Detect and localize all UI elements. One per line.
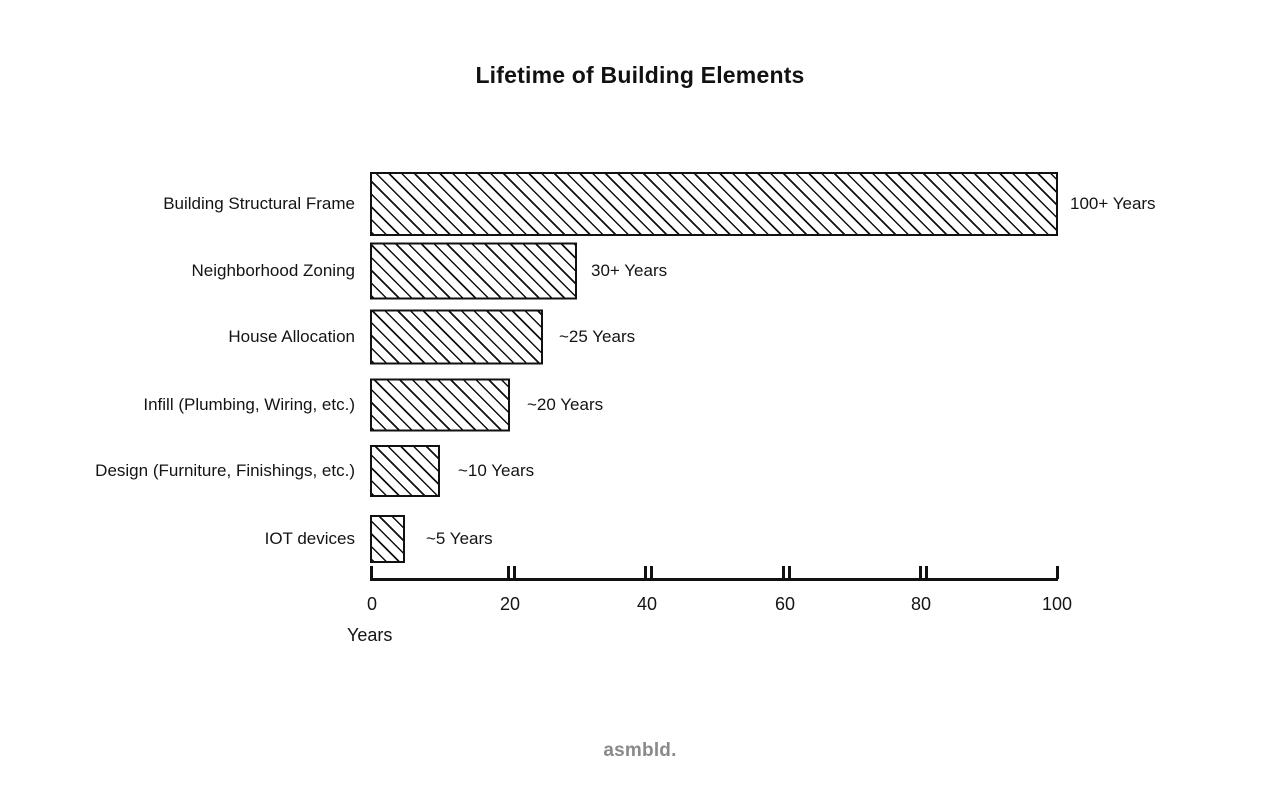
category-label: Neighborhood Zoning <box>191 261 355 280</box>
x-axis-tick-label: 20 <box>499 594 521 614</box>
x-axis-tick-label: 0 <box>366 594 378 614</box>
bar-row <box>0 372 1280 438</box>
bar-value-label: 30+ Years <box>591 261 668 280</box>
bar-row <box>0 238 1280 304</box>
x-axis-tick <box>782 566 785 579</box>
x-axis-tick <box>650 566 653 579</box>
category-label: Design (Furniture, Finishings, etc.) <box>95 461 355 480</box>
x-axis-tick <box>788 566 791 579</box>
category-label: House Allocation <box>228 327 355 346</box>
x-axis-title: Years <box>347 625 393 645</box>
brand-watermark: asmbld. <box>603 740 677 761</box>
x-axis-tick-label: 80 <box>910 594 932 614</box>
bar-row <box>0 171 1280 237</box>
bar-row <box>0 438 1280 504</box>
x-axis-line <box>370 578 1058 581</box>
bar[interactable] <box>370 515 405 563</box>
x-axis-end-cap <box>1056 566 1059 579</box>
category-label: Building Structural Frame <box>163 194 355 213</box>
bar[interactable] <box>370 445 440 497</box>
bar-row <box>0 304 1280 370</box>
category-label: Infill (Plumbing, Wiring, etc.) <box>143 395 355 414</box>
x-axis-tick <box>644 566 647 579</box>
bar-value-label: 100+ Years <box>1070 194 1156 213</box>
bar-value-label: ~25 Years <box>559 327 636 346</box>
bar-value-label: ~10 Years <box>458 461 535 480</box>
bar[interactable] <box>370 310 543 365</box>
bar-value-label: ~20 Years <box>527 395 604 414</box>
bar[interactable] <box>370 243 577 300</box>
x-axis-tick-label: 40 <box>636 594 658 614</box>
bar-row <box>0 506 1280 572</box>
x-axis-tick-label: 60 <box>774 594 796 614</box>
x-axis-tick <box>919 566 922 579</box>
x-axis-tick <box>513 566 516 579</box>
x-axis-tick-label: 100 <box>1041 594 1073 614</box>
bar[interactable] <box>370 172 1058 236</box>
chart-title: Lifetime of Building Elements <box>475 62 805 88</box>
x-axis-tick <box>925 566 928 579</box>
bar[interactable] <box>370 379 510 432</box>
x-axis-tick <box>507 566 510 579</box>
bar-value-label: ~5 Years <box>426 529 493 548</box>
x-axis-start-cap <box>370 566 373 579</box>
category-label: IOT devices <box>264 529 355 548</box>
